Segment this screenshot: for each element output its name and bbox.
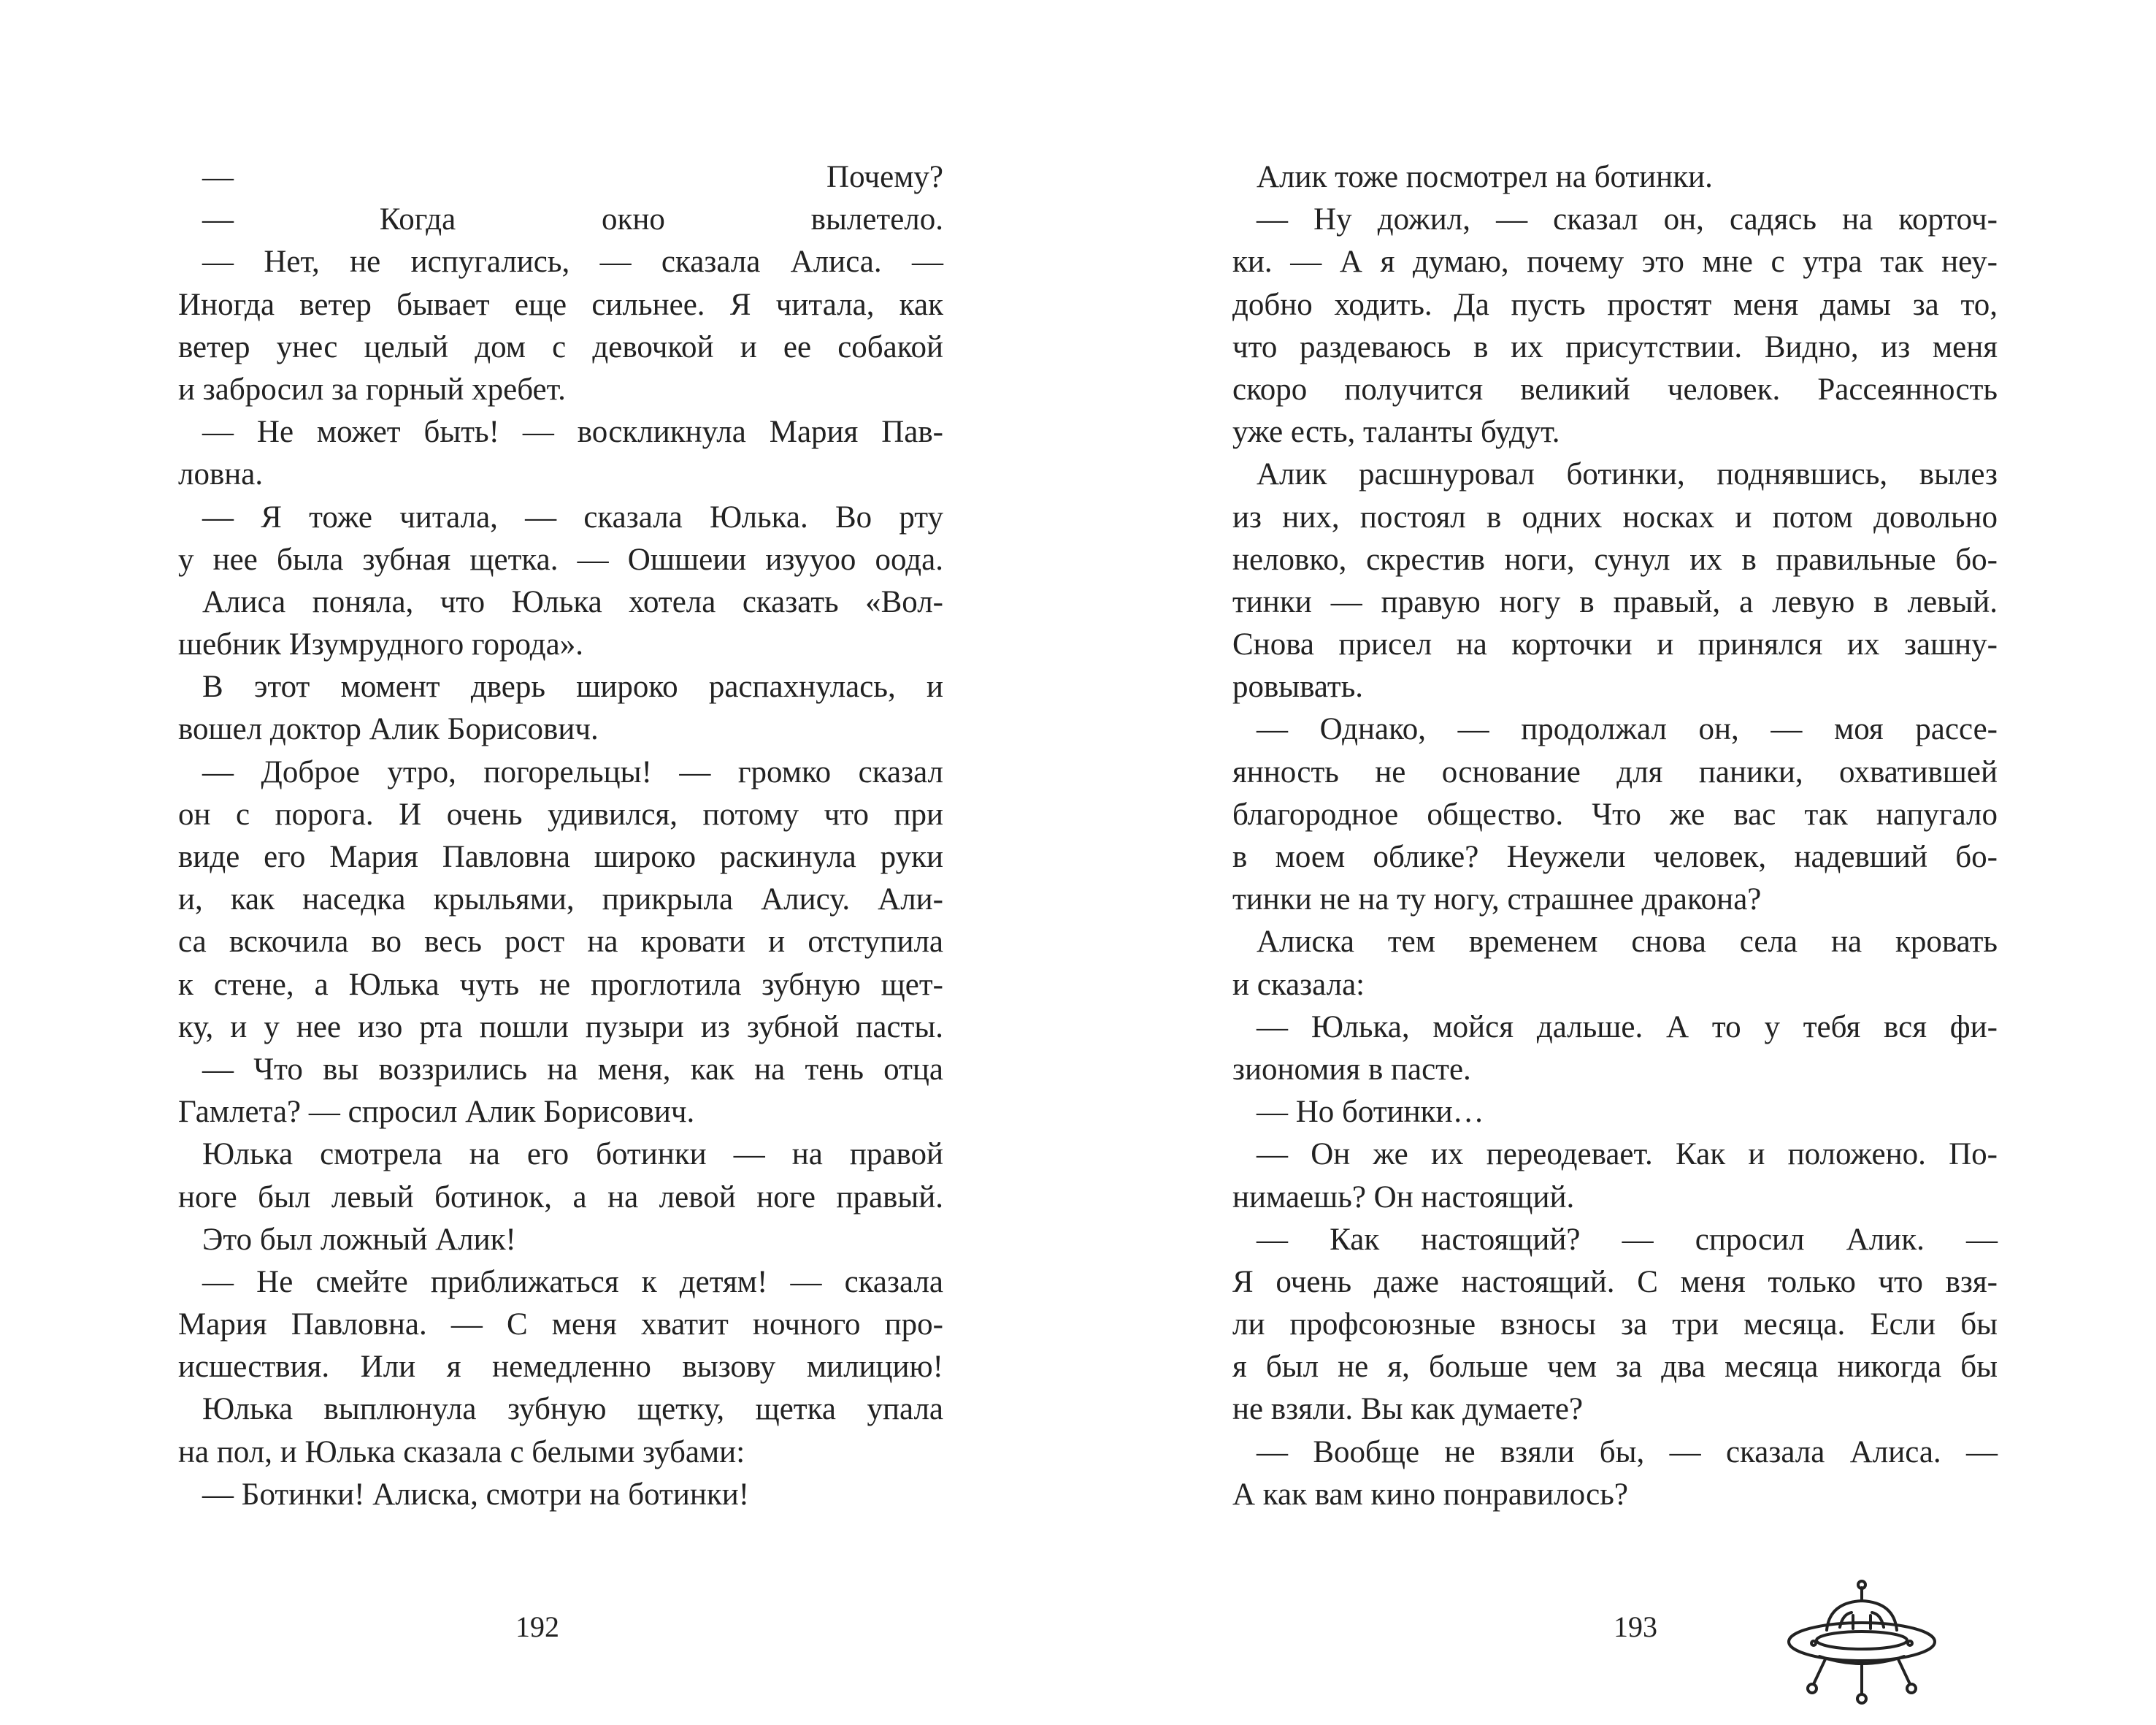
- text-line: неловко, скрестив ноги, сунул их в правильные бо-: [1232, 542, 1998, 577]
- text-line: зиономия в пасте.: [1232, 1052, 1471, 1087]
- text-line: скоро получится великий человек. Рассеянность: [1232, 372, 1998, 407]
- text-line: Я очень даже настоящий. С меня только что взя-: [1232, 1264, 1998, 1299]
- text-line: тинки — правую ногу в правый, а левую в левый.: [1232, 584, 1998, 619]
- text-line: А как вам кино понравилось?: [1232, 1477, 1628, 1512]
- text-line: уже есть, таланты будут.: [1232, 415, 1560, 450]
- text-line: — Когда окно вылетело.: [202, 202, 943, 237]
- text-line: не взяли. Вы как думаете?: [1232, 1392, 1584, 1427]
- text-line: — Что вы воззрились на меня, как на тень отца: [202, 1052, 943, 1087]
- text-line: — Доброе утро, погорельцы! — громко сказал: [202, 754, 943, 789]
- text-line: нимаешь? Он настоящий.: [1232, 1179, 1575, 1215]
- text-line: я был не я, больше чем за два месяца никогда бы: [1232, 1350, 1998, 1385]
- text-line: — Я тоже читала, — сказала Юлька. Во рту: [202, 500, 943, 535]
- text-line: — Ну дожил, — сказал он, садясь на корточ-: [1257, 202, 1998, 237]
- text-line: Это был ложный Алик!: [202, 1222, 516, 1257]
- text-line: что раздеваюсь в их присутствии. Видно, из меня: [1232, 329, 1998, 364]
- ufo-icon: [1781, 1577, 1942, 1709]
- text-line: у нее была зубная щетка. — Ошшеии изууоо оода.: [178, 542, 943, 577]
- text-line: — Не смейте приближаться к детям! — сказала: [202, 1264, 943, 1299]
- text-line: — Юлька, мойся дальше. А то у тебя вся фи-: [1257, 1009, 1998, 1044]
- text-line: и сказала:: [1232, 967, 1365, 1002]
- text-line: вошел доктор Алик Борисович.: [178, 712, 599, 747]
- text-line: ловна.: [178, 457, 264, 492]
- text-line: Алиса поняла, что Юлька хотела сказать «Вол-: [202, 584, 943, 619]
- text-line: — Он же их переодевает. Как и положено. По-: [1257, 1137, 1998, 1172]
- text-line: ветер унес целый дом с девочкой и ее собакой: [178, 329, 943, 364]
- text-line: Гамлета? — спросил Алик Борисович.: [178, 1095, 695, 1130]
- text-line: Юлька смотрела на его ботинки — на правой: [202, 1137, 943, 1172]
- text-line: и забросил за горный хребет.: [178, 372, 566, 407]
- text-line: шебник Изумрудного города».: [178, 627, 583, 662]
- text-line: исшествия. Или я немедленно вызову милицию!: [178, 1350, 943, 1385]
- text-line: Снова присел на корточки и принялся их зашну-: [1232, 627, 1998, 662]
- text-line: — Но ботинки…: [1257, 1095, 1484, 1130]
- text-line: он с порога. И очень удивился, потому что при: [178, 797, 943, 832]
- text-line: — Однако, — продолжал он, — моя рассе-: [1257, 712, 1998, 747]
- page-number-right: 193: [1614, 1610, 1657, 1643]
- text-line: — Не может быть! — воскликнула Мария Пав-: [202, 415, 943, 450]
- text-line: в моем облике? Неужели человек, надевший бо-: [1232, 840, 1998, 874]
- text-line: благородное общество. Что же вас так напугало: [1232, 797, 1998, 832]
- text-line: В этот момент дверь широко распахнулась, и: [202, 670, 943, 705]
- text-line: ли профсоюзные взносы за три месяца. Если бы: [1232, 1307, 1998, 1342]
- text-line: и, как наседка крыльями, прикрыла Алису. Али-: [178, 882, 943, 917]
- text-line: к стене, а Юлька чуть не проглотила зубную щет-: [178, 967, 943, 1002]
- text-line: Мария Павловна. — С меня хватит ночного про-: [178, 1307, 943, 1342]
- text-line: тинки не на ту ногу, страшнее дракона?: [1232, 882, 1762, 917]
- text-line: виде его Мария Павловна широко раскинула руки: [178, 840, 943, 874]
- text-line: ки. — А я думаю, почему это мне с утра так неу-: [1232, 245, 1998, 280]
- text-line: ноге был левый ботинок, а на левой ноге правый.: [178, 1179, 943, 1215]
- page-number-left: 192: [515, 1610, 559, 1643]
- text-line: ровывать.: [1232, 670, 1364, 705]
- right-page: [1232, 156, 1998, 1516]
- text-line: Алиска тем временем снова села на кровать: [1257, 925, 1998, 960]
- left-page: [178, 156, 943, 1516]
- text-line: Алик расшнуровал ботинки, поднявшись, вылез: [1257, 457, 1998, 492]
- text-line: Иногда ветер бывает еще сильнее. Я читала, как: [178, 287, 943, 322]
- text-line: — Как настоящий? — спросил Алик. —: [1257, 1222, 1998, 1257]
- text-line: добно ходить. Да пусть простят меня дамы за то,: [1232, 287, 1998, 322]
- text-line: са вскочила во весь рост на кровати и отступила: [178, 925, 943, 960]
- text-line: — Вообще не взяли бы, — сказала Алиса. —: [1257, 1434, 1998, 1469]
- text-line: ку, и у нее изо рта пошли пузыри из зубной пасты.: [178, 1009, 943, 1044]
- text-line: янность не основание для паники, охватившей: [1232, 754, 1998, 789]
- text-line: из них, постоял в одних носках и потом довольно: [1232, 500, 1998, 535]
- text-line: — Почему?: [202, 160, 943, 194]
- text-line: — Нет, не испугались, — сказала Алиса. —: [202, 245, 943, 280]
- text-line: — Ботинки! Алиска, смотри на ботинки!: [202, 1477, 750, 1512]
- text-line: на пол, и Юлька сказала с белыми зубами:: [178, 1434, 745, 1469]
- text-line: Юлька выплюнула зубную щетку, щетка упала: [202, 1392, 943, 1427]
- text-line: Алик тоже посмотрел на ботинки.: [1257, 160, 1713, 194]
